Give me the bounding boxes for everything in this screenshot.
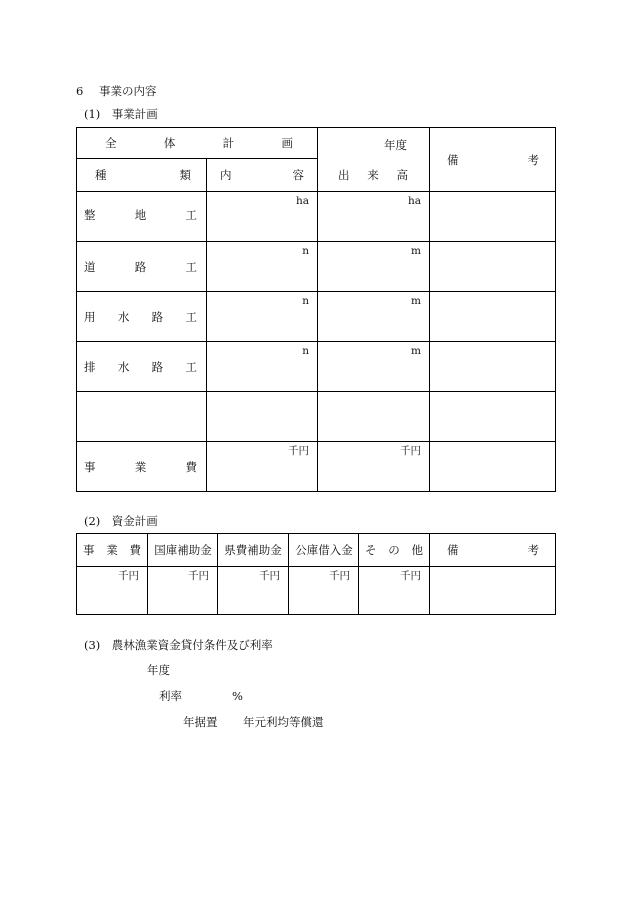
funding-unit: 千円 [259, 570, 280, 582]
funding-header-national: 国庫補助金 [154, 543, 212, 557]
plan-row-content-unit: n [302, 345, 309, 357]
plan-row-name: 事 業 費 [84, 460, 197, 474]
plan-row-output-unit: m [411, 295, 421, 307]
funding-header-loan: 公庫借入金 [295, 543, 353, 557]
plan-row-name: 道 路 工 [84, 260, 197, 274]
plan-table [76, 127, 556, 492]
plan-header-content: 内 容 [220, 168, 304, 182]
loan-repayment: 年元利均等償還 [243, 715, 324, 729]
plan-row-content-unit: ha [295, 195, 309, 207]
funding-unit: 千円 [329, 570, 350, 582]
plan-header-overall: 全 体 計 画 [105, 136, 293, 150]
funding-unit: 千円 [118, 570, 139, 582]
plan-header-fiscal-year: 年度 [384, 138, 407, 152]
plan-header-kind: 種 類 [95, 168, 191, 182]
plan-row-name: 排 水 路 工 [84, 360, 197, 374]
funding-unit: 千円 [188, 570, 209, 582]
plan-header-remarks: 備 考 [447, 153, 539, 167]
funding-header-other: そ の 他 [365, 543, 423, 557]
loan-fiscal-year: 年度 [147, 663, 170, 677]
plan-header-output: 出 来 高 [338, 168, 408, 182]
plan-row-output-unit: ha [407, 195, 421, 207]
funding-unit: 千円 [400, 570, 421, 582]
funding-header-remarks: 備 考 [447, 543, 539, 557]
loan-interest-label: 利率 [159, 689, 182, 703]
section-title: 事業の内容 [98, 84, 157, 98]
section-heading [76, 84, 156, 98]
plan-row-name: 整 地 工 [84, 208, 197, 222]
funding-header-cost: 事 業 費 [83, 543, 141, 557]
plan-row-output-unit: m [411, 345, 421, 357]
plan-row-output-unit: m [411, 245, 421, 257]
funding-label: (2) 資金計画 [84, 514, 158, 528]
plan-row-content-unit: 千円 [288, 445, 309, 457]
loan-interest-percent: % [232, 689, 243, 703]
funding-header-prefectural: 県費補助金 [224, 543, 282, 557]
section-number: 6 [76, 84, 84, 98]
funding-table [76, 533, 556, 615]
plan-label: (1) 事業計画 [84, 107, 158, 121]
plan-row-output-unit: 千円 [400, 445, 421, 457]
plan-row-name: 用 水 路 工 [84, 310, 197, 324]
plan-row-content-unit: n [302, 245, 309, 257]
loan-deferment: 年据置 [183, 715, 218, 729]
plan-row-content-unit: n [302, 295, 309, 307]
loan-label: (3) 農林漁業資金貸付条件及び利率 [84, 638, 273, 652]
